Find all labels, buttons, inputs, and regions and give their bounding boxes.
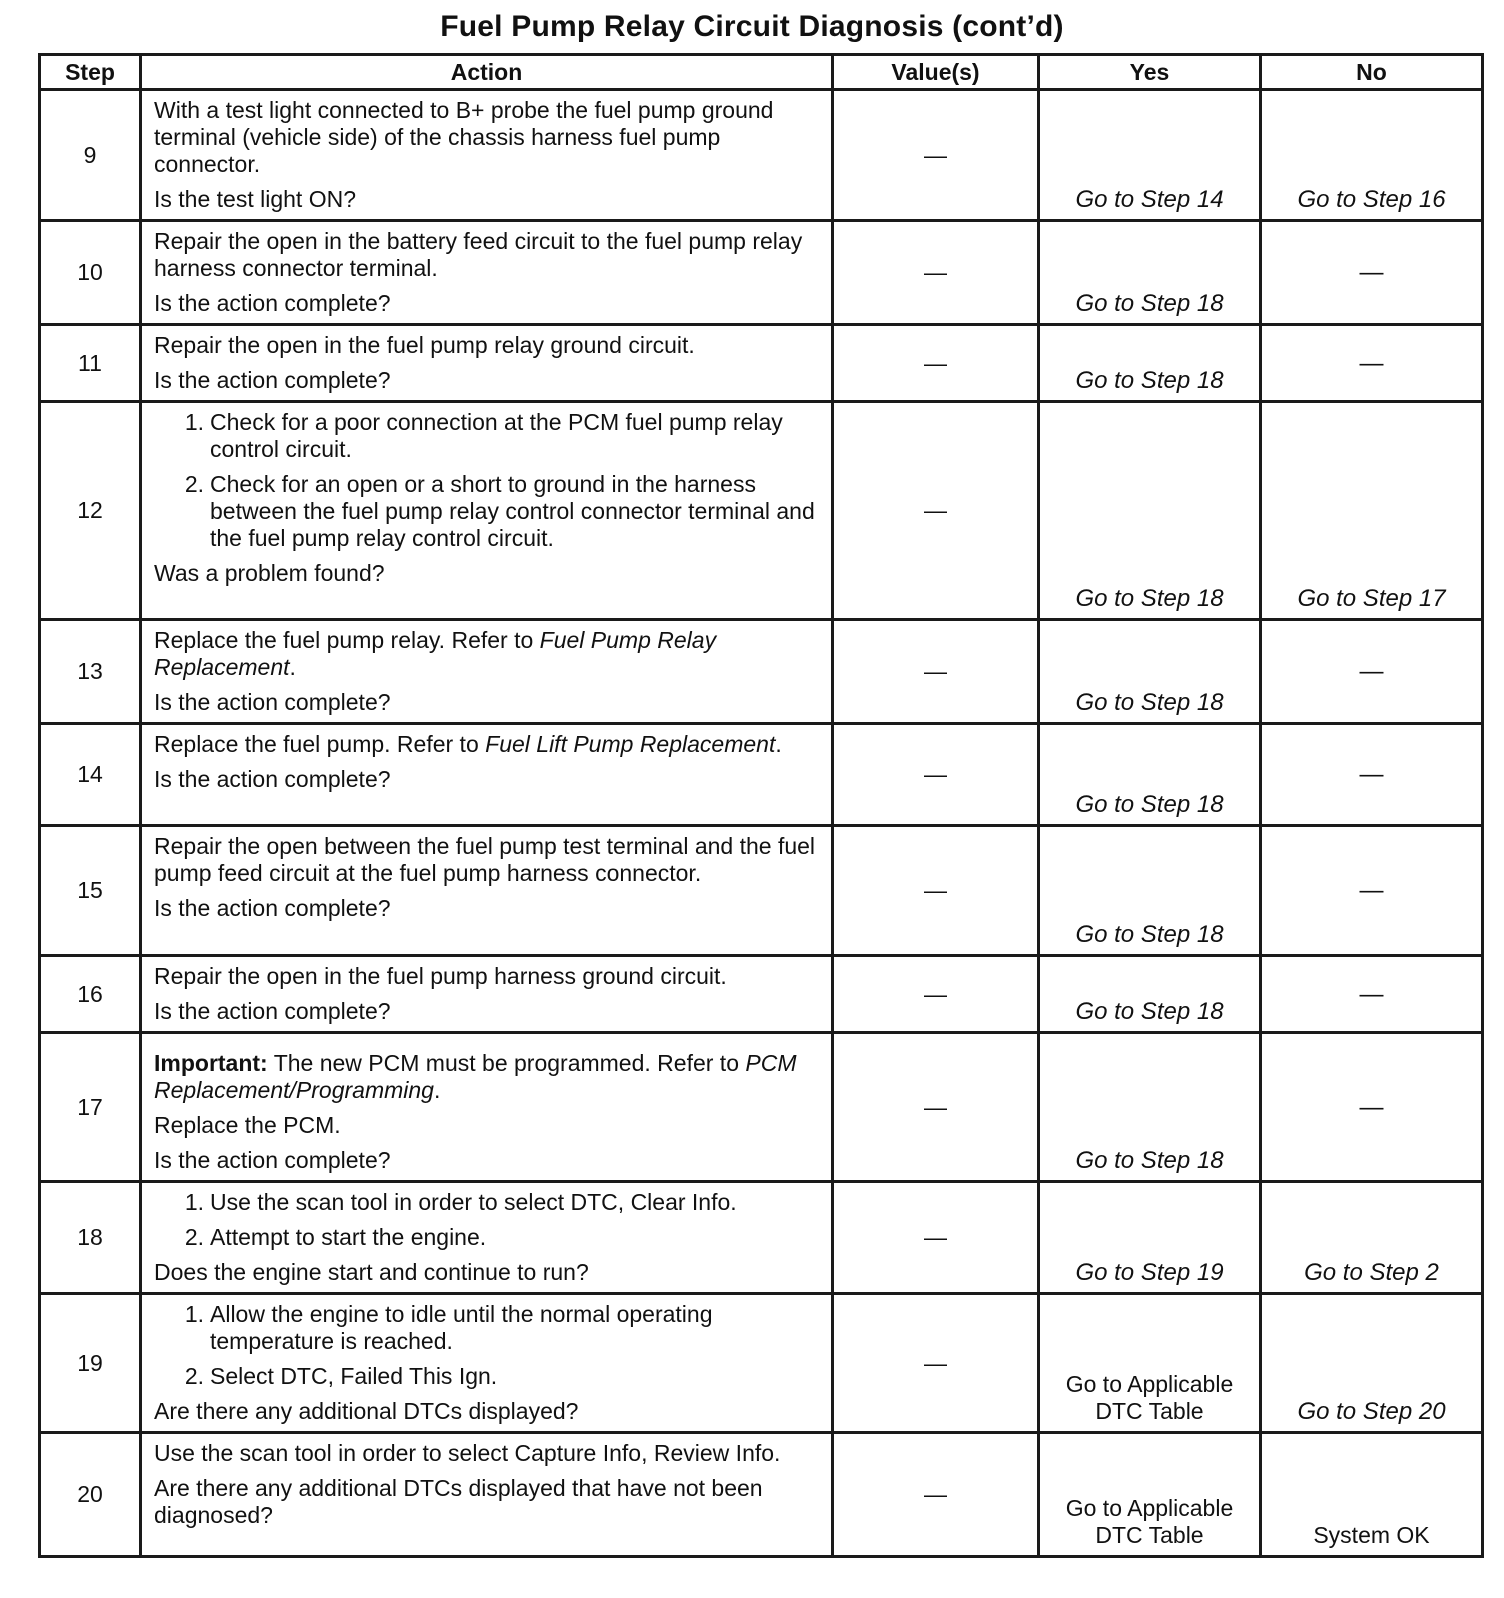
no-cell: Go to Step 17 — [1261, 402, 1483, 620]
action-steps-list — [154, 409, 821, 552]
procedure-reference: Fuel Pump Relay Replacement — [154, 627, 717, 680]
action-text: Repair the open in the fuel pump harness ground circuit. — [154, 963, 727, 989]
no-cell: — — [1261, 221, 1483, 325]
table-row — [40, 1294, 1483, 1433]
no-cell: Go to Step 20 — [1261, 1294, 1483, 1433]
no-cell: — — [1261, 620, 1483, 724]
action-question: Is the action complete? — [154, 998, 391, 1024]
value-cell: — — [833, 826, 1039, 956]
action-cell — [141, 402, 833, 620]
value-cell: — — [833, 90, 1039, 221]
action-text: Repair the open in the fuel pump relay ground circuit. — [154, 332, 695, 358]
list-item-text: Check for a poor connection at the PCM fuel pump relay control circuit. — [210, 409, 783, 462]
action-cell — [141, 325, 833, 402]
step-number: 14 — [40, 724, 141, 826]
step-number: 18 — [40, 1182, 141, 1294]
action-question: Is the action complete? — [154, 766, 391, 792]
step-number: 11 — [40, 325, 141, 402]
no-cell: System OK — [1261, 1433, 1483, 1557]
value-cell: — — [833, 620, 1039, 724]
action-question: Was a problem found? — [154, 560, 385, 586]
value-cell: — — [833, 221, 1039, 325]
step-number: 15 — [40, 826, 141, 956]
list-item: 1. Use the scan tool in order to select DTC, Clear Info. — [154, 1189, 821, 1216]
action-text: Repair the open in the battery feed circuit to the fuel pump relay harness connector terminal. — [154, 228, 803, 281]
list-item-text: Allow the engine to idle until the normal operating temperature is reached. — [210, 1301, 713, 1354]
action-question: Are there any additional DTCs displayed? — [154, 1398, 579, 1424]
table-row — [40, 402, 1483, 620]
action-cell — [141, 221, 833, 325]
header-no: No — [1261, 55, 1483, 90]
action-cell — [141, 1433, 833, 1557]
no-cell: — — [1261, 1033, 1483, 1182]
table-row — [40, 90, 1483, 221]
list-item-text: Use the scan tool in order to select DTC, Clear Info. — [210, 1189, 737, 1215]
no-cell: — — [1261, 956, 1483, 1033]
action-text: Replace the fuel pump relay. Refer to Fuel Pump Relay Replacement. — [154, 627, 717, 680]
important-label: Important: — [154, 1050, 268, 1076]
yes-cell: Go to Step 18 — [1039, 956, 1261, 1033]
step-number: 19 — [40, 1294, 141, 1433]
no-cell: — — [1261, 724, 1483, 826]
yes-cell: Go to Step 18 — [1039, 1033, 1261, 1182]
list-item: 1. Check for a poor connection at the PCM fuel pump relay control circuit. — [154, 409, 821, 463]
yes-cell: Go to Step 18 — [1039, 402, 1261, 620]
page-title: Fuel Pump Relay Circuit Diagnosis (cont’d) — [440, 10, 1064, 43]
action-text: Replace the PCM. — [154, 1112, 341, 1138]
action-question: Is the action complete? — [154, 367, 391, 393]
yes-cell: Go to Step 18 — [1039, 325, 1261, 402]
step-number: 20 — [40, 1433, 141, 1557]
action-steps-list — [154, 1189, 821, 1251]
diagnosis-table — [38, 53, 1484, 1558]
list-item-text: Attempt to start the engine. — [210, 1224, 487, 1250]
yes-cell: Go to Step 18 — [1039, 724, 1261, 826]
important-note: Important: The new PCM must be programmed. Refer to PCM Replacement/Programming. — [154, 1050, 797, 1103]
value-cell: — — [833, 724, 1039, 826]
action-cell — [141, 620, 833, 724]
value-cell: — — [833, 956, 1039, 1033]
yes-cell: Go to Step 14 — [1039, 90, 1261, 221]
table-row — [40, 1182, 1483, 1294]
table-header-row — [40, 55, 1483, 90]
action-cell — [141, 1182, 833, 1294]
step-number: 17 — [40, 1033, 141, 1182]
yes-cell: Go to Step 18 — [1039, 221, 1261, 325]
yes-cell: Go to Step 18 — [1039, 826, 1261, 956]
header-step: Step — [40, 55, 141, 90]
header-yes: Yes — [1039, 55, 1261, 90]
value-cell: — — [833, 1182, 1039, 1294]
table-row — [40, 325, 1483, 402]
action-cell — [141, 90, 833, 221]
action-text: Replace the fuel pump. Refer to Fuel Lift Pump Replacement. — [154, 731, 782, 757]
table-row — [40, 620, 1483, 724]
step-number: 10 — [40, 221, 141, 325]
action-cell — [141, 1033, 833, 1182]
value-cell: — — [833, 325, 1039, 402]
action-cell — [141, 1294, 833, 1433]
yes-cell: Go to Step 19 — [1039, 1182, 1261, 1294]
yes-cell: Go to Applicable DTC Table — [1039, 1294, 1261, 1433]
table-row — [40, 1433, 1483, 1557]
action-text: With a test light connected to B+ probe the fuel pump ground terminal (vehicle side) of the chassis harness fuel pump connector. — [154, 97, 774, 177]
list-item: 2. Check for an open or a short to ground in the harness between the fuel pump relay control connector terminal and the fuel pump relay control circuit. — [154, 471, 821, 552]
table-row — [40, 724, 1483, 826]
step-number: 16 — [40, 956, 141, 1033]
step-number: 9 — [40, 90, 141, 221]
list-item: 2. Attempt to start the engine. — [154, 1224, 821, 1251]
step-number: 12 — [40, 402, 141, 620]
value-cell: — — [833, 402, 1039, 620]
action-question: Is the action complete? — [154, 895, 391, 921]
header-action: Action — [141, 55, 833, 90]
yes-cell: Go to Step 18 — [1039, 620, 1261, 724]
list-item: 2. Select DTC, Failed This Ign. — [154, 1363, 821, 1390]
action-text: Use the scan tool in order to select Capture Info, Review Info. — [154, 1440, 781, 1466]
action-cell — [141, 956, 833, 1033]
no-cell: Go to Step 2 — [1261, 1182, 1483, 1294]
table-row — [40, 826, 1483, 956]
table-row — [40, 1033, 1483, 1182]
list-item-text: Check for an open or a short to ground in the harness between the fuel pump relay control connector terminal and the fuel pump relay control circuit. — [210, 471, 815, 551]
action-question: Is the action complete? — [154, 1147, 391, 1173]
value-cell: — — [833, 1033, 1039, 1182]
action-question: Is the action complete? — [154, 689, 391, 715]
list-item-text: Select DTC, Failed This Ign. — [210, 1363, 498, 1389]
action-question: Are there any additional DTCs displayed that have not been diagnosed? — [154, 1475, 763, 1528]
list-item: 1. Allow the engine to idle until the normal operating temperature is reached. — [154, 1301, 821, 1355]
value-cell: — — [833, 1294, 1039, 1433]
action-text: Repair the open between the fuel pump test terminal and the fuel pump feed circuit at the fuel pump harness connector. — [154, 833, 816, 886]
step-number: 13 — [40, 620, 141, 724]
table-row — [40, 956, 1483, 1033]
action-cell — [141, 826, 833, 956]
procedure-reference: PCM Replacement/Programming — [154, 1050, 797, 1103]
no-cell: — — [1261, 325, 1483, 402]
procedure-reference: Fuel Lift Pump Replacement — [485, 731, 776, 757]
value-cell: — — [833, 1433, 1039, 1557]
action-steps-list — [154, 1301, 821, 1390]
no-cell: Go to Step 16 — [1261, 90, 1483, 221]
no-cell: — — [1261, 826, 1483, 956]
yes-cell: Go to Applicable DTC Table — [1039, 1433, 1261, 1557]
action-question: Is the action complete? — [154, 290, 391, 316]
action-question: Is the test light ON? — [154, 186, 356, 212]
action-cell — [141, 724, 833, 826]
header-value: Value(s) — [833, 55, 1039, 90]
table-row — [40, 221, 1483, 325]
action-question: Does the engine start and continue to run? — [154, 1259, 589, 1285]
